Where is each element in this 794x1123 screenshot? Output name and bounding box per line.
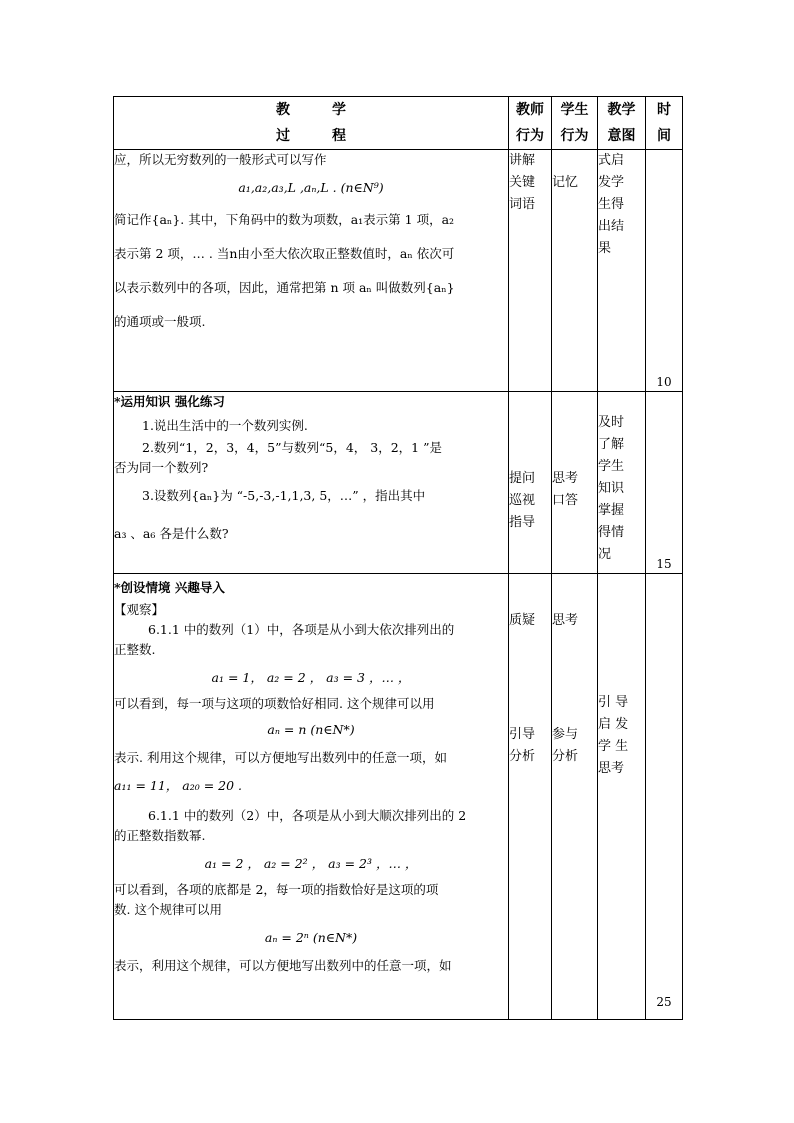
row2-intent-line: 得情 (598, 525, 625, 540)
row3-text-5b: 数. 这个规律可以用 (114, 902, 222, 917)
row2-intent-line: 及时 (598, 415, 625, 430)
table-row (114, 150, 683, 392)
row2-student-line: 思考 (552, 471, 579, 486)
row3-text-6: 表示，利用这个规律，可以方便地写出数列中的任意一项，如 (114, 958, 452, 973)
header-intent-line1: 教学 (607, 102, 636, 118)
row1-intent (598, 150, 646, 392)
row2-intent-line: 况 (598, 547, 612, 562)
lesson-plan-table (113, 96, 683, 1020)
row2-section-title: *运用知识 强化练习 (114, 394, 225, 409)
row3-text-4a: 6.1.1 中的数列（2）中，各项是从小到大顺次排列出的 2 (148, 808, 467, 823)
row3-intent-line: 引 导 (598, 695, 629, 710)
row3-teacher-line: 分析 (509, 749, 536, 764)
header-intent-line2: 意图 (607, 128, 636, 144)
row3-text-1a: 6.1.1 中的数列（1）中，各项是从小到大依次排列出的 (148, 622, 455, 637)
row3-text-5a: 可以看到，各项的底都是 2，每一项的指数恰好是这项的项 (114, 882, 439, 897)
row2-question-2b: 否为同一个数列? (114, 460, 209, 475)
row1-student (552, 150, 598, 392)
row2-question-3b: a₃ 、a₆ 各是什么数? (114, 526, 229, 541)
row2-teacher-line: 提问 (509, 471, 536, 486)
header-process-line2: 过 程 (276, 128, 346, 144)
row1-text-5: 的通项或一般项. (114, 314, 206, 329)
row3-intent-line: 学 生 (598, 739, 629, 754)
row3-student-line: 参与 (552, 727, 579, 742)
row2-teacher-line: 指导 (509, 515, 536, 530)
row2-question-2a: 2.数列“1，2，3，4，5”与数列“5，4， 3，2，1 ”是 (142, 440, 442, 455)
row3-content (114, 574, 509, 1020)
row3-teacher (509, 574, 552, 1020)
row2-time: 15 (646, 392, 683, 574)
row3-formula-3: a₁₁ = 11， a₂₀ = 20 . (114, 778, 243, 793)
row2-student (552, 392, 598, 574)
row3-text-4b: 的正整数指数幂. (114, 828, 206, 843)
row2-intent-line: 掌握 (598, 503, 625, 518)
row3-section-title: *创设情境 兴趣导入 (114, 580, 225, 595)
row3-teacher-line: 引导 (509, 727, 536, 742)
header-intent (598, 97, 646, 150)
row3-formula-5: aₙ = 2ⁿ (n∈N*) (264, 930, 358, 945)
header-student-line1: 学生 (560, 102, 589, 118)
row3-time: 25 (646, 574, 683, 1020)
header-teacher-line1: 教师 (516, 102, 544, 118)
row3-text-2: 可以看到，每一项与这项的项数恰好相同. 这个规律可以用 (114, 696, 435, 711)
row3-intent-line: 启 发 (598, 717, 629, 732)
row3-text-1b: 正整数. (114, 642, 156, 657)
row1-time: 10 (646, 150, 683, 392)
row3-student-top: 思考 (552, 613, 579, 628)
header-time-line1: 时 (657, 102, 671, 118)
row1-teacher-line: 关键 (509, 175, 536, 190)
row1-text-1: 应，所以无穷数列的一般形式可以写作 (114, 152, 327, 167)
row3-teacher-top: 质疑 (509, 613, 536, 628)
row1-teacher (509, 150, 552, 392)
row2-intent-line: 了解 (598, 437, 625, 452)
row2-intent-line: 学生 (598, 459, 625, 474)
header-student-line2: 行为 (560, 128, 589, 144)
row1-text-2: 简记作{aₙ}. 其中，下角码中的数为项数，a₁表示第 1 项，a₂ (114, 212, 455, 227)
row3-intent (598, 574, 646, 1020)
row3-observe-label: 【观察】 (114, 602, 165, 617)
row2-intent (598, 392, 646, 574)
row1-formula: a₁,a₂,a₃,L ,aₙ,L . (n∈N⁹) (238, 180, 384, 195)
table-header-row (114, 97, 683, 150)
header-teacher-line2: 行为 (516, 128, 544, 144)
row1-text-3: 表示第 2 项，… . 当n由小至大依次取正整数值时，aₙ 依次可 (114, 246, 455, 261)
header-time (646, 97, 683, 150)
row2-question-3a: 3.设数列{aₙ}为 “-5,-3,-1,1,3, 5，…” ，指出其中 (142, 488, 426, 503)
row1-teacher-line: 词语 (509, 197, 536, 212)
header-process-line1: 教 学 (276, 102, 346, 118)
table-row (114, 392, 683, 574)
header-student (552, 97, 598, 150)
row1-intent-line: 发学 (598, 175, 625, 190)
row2-content (114, 392, 509, 574)
row1-intent-line: 出结 (598, 219, 625, 234)
header-time-line2: 间 (657, 128, 671, 144)
row1-student-line: 记忆 (552, 175, 579, 190)
row3-student (552, 574, 598, 1020)
row2-student-line: 口答 (552, 493, 579, 508)
row1-text-4: 以表示数列中的各项，因此，通常把第 n 项 aₙ 叫做数列{aₙ} (114, 280, 455, 295)
row3-student-line: 分析 (552, 749, 579, 764)
row3-formula-2: aₙ = n (n∈N*) (267, 722, 355, 737)
row3-formula-4: a₁ = 2 ， a₂ = 2² ， a₃ = 2³ ，… ， (204, 856, 418, 871)
table-row (114, 574, 683, 1020)
row1-teacher-line: 讲解 (509, 153, 536, 168)
row1-intent-line: 式启 (598, 153, 625, 168)
row2-teacher-line: 巡视 (509, 493, 536, 508)
row3-intent-line: 思考 (598, 761, 625, 776)
row3-formula-1: a₁ = 1， a₂ = 2 ， a₃ = 3 ，… ， (211, 670, 411, 685)
row2-teacher (509, 392, 552, 574)
row3-text-3: 表示. 利用这个规律，可以方便地写出数列中的任意一项，如 (114, 750, 447, 765)
header-teacher (509, 97, 552, 150)
row2-question-1: 1.说出生活中的一个数列实例. (142, 418, 308, 433)
header-process (114, 97, 509, 150)
row1-intent-line: 生得 (598, 197, 625, 212)
row2-intent-line: 知识 (598, 481, 625, 496)
row1-content (114, 150, 509, 392)
row1-intent-line: 果 (598, 241, 612, 256)
